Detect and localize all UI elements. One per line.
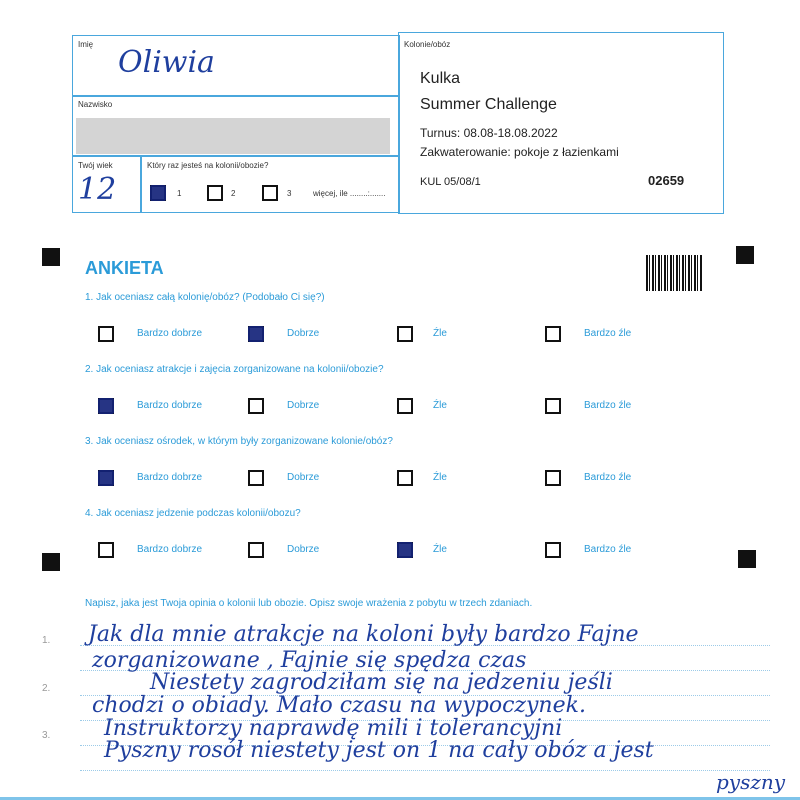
handwriting-line-7: pyszny (716, 770, 786, 794)
camp-code: KUL 05/08/1 (420, 176, 481, 188)
ktory-raz-label: Który raz jesteś na kolonii/obozie? (147, 161, 269, 170)
registration-marker-bl (42, 553, 60, 571)
question-1-option-2-checkbox[interactable] (248, 326, 264, 342)
wiek-value: 12 (78, 172, 117, 207)
handwriting-line-4: chodzi o obiady. Mało czasu na wypoczynek. (92, 693, 586, 718)
question-3-option-4-checkbox[interactable] (545, 470, 561, 486)
line-number-1: 1. (42, 635, 51, 646)
line-number-3: 3. (42, 730, 51, 741)
question-2-option-2-label: Dobrze (287, 400, 320, 411)
question-4-option-2-label: Dobrze (287, 544, 320, 555)
question-2-option-1-checkbox[interactable] (98, 398, 114, 414)
question-1-text: 1. Jak oceniasz całą kolonię/obóz? (Podobało Ci się?) (85, 292, 325, 303)
answer-line-3b (80, 770, 770, 771)
line-number-2: 2. (42, 683, 51, 694)
question-2-option-3-label: Źle (433, 400, 447, 411)
question-1-option-2-label: Dobrze (287, 328, 320, 339)
question-4-option-3-checkbox[interactable] (397, 542, 413, 558)
times-opt1-checkbox[interactable] (150, 185, 166, 201)
question-1-option-1-label: Bardzo dobrze (137, 328, 203, 339)
imie-label: Imię (78, 40, 94, 49)
question-2-option-4-label: Bardzo źle (584, 400, 632, 411)
barcode (646, 255, 702, 291)
handwriting-line-3: Niestety zagrodziłam się na jedzeniu jeśli (150, 670, 613, 695)
handwriting-line-5: Instruktorzy naprawdę mili i tolerancyjni (104, 716, 563, 741)
times-more-label: więcej, ile ........:....... (313, 189, 386, 198)
question-2-option-3-checkbox[interactable] (397, 398, 413, 414)
question-1-option-1-checkbox[interactable] (98, 326, 114, 342)
question-1-option-4-checkbox[interactable] (545, 326, 561, 342)
survey-title: ANKIETA (85, 258, 164, 278)
question-3-option-3-checkbox[interactable] (397, 470, 413, 486)
times-opt3-checkbox[interactable] (262, 185, 278, 201)
times-opt3-label: 3 (287, 189, 292, 198)
question-4-option-1-checkbox[interactable] (98, 542, 114, 558)
question-4-option-4-label: Bardzo źle (584, 544, 632, 555)
question-4-option-4-checkbox[interactable] (545, 542, 561, 558)
question-4-option-1-label: Bardzo dobrze (137, 544, 203, 555)
times-opt1-label: 1 (177, 189, 182, 198)
imie-value: Oliwia (118, 45, 215, 80)
nazwisko-label: Nazwisko (78, 100, 113, 109)
question-2-option-4-checkbox[interactable] (545, 398, 561, 414)
registration-marker-br (738, 550, 756, 568)
question-3-option-2-checkbox[interactable] (248, 470, 264, 486)
question-3-option-4-label: Bardzo źle (584, 472, 632, 483)
handwriting-line-1: Jak dla mnie atrakcje na koloni były bardzo Fajne (88, 622, 639, 647)
handwriting-line-2: zorganizowane , Fajnie się spędza czas (92, 648, 527, 673)
question-4-text: 4. Jak oceniasz jedzenie podczas kolonii/obozu? (85, 508, 301, 519)
question-3-option-3-label: Źle (433, 472, 447, 483)
registration-marker-tl (42, 248, 60, 266)
question-1-option-4-label: Bardzo źle (584, 328, 632, 339)
turnus: Turnus: 08.08-18.08.2022 (420, 126, 558, 140)
wiek-label: Twój wiek (78, 161, 113, 170)
question-2-option-2-checkbox[interactable] (248, 398, 264, 414)
question-3-option-2-label: Dobrze (287, 472, 320, 483)
form-number: 02659 (648, 173, 685, 188)
question-3-option-1-label: Bardzo dobrze (137, 472, 203, 483)
registration-marker-tr (736, 246, 754, 264)
redacted-surname (76, 118, 390, 154)
handwriting-line-6: Pyszny rosół niestety jest on 1 na cały obóz a jest (104, 738, 654, 763)
zakwaterowanie: Zakwaterowanie: pokoje z łazienkami (420, 145, 619, 159)
kolonia-label: Kolonie/obóz (404, 40, 451, 49)
question-4-option-2-checkbox[interactable] (248, 542, 264, 558)
question-1-option-3-label: Źle (433, 328, 447, 339)
times-opt2-checkbox[interactable] (207, 185, 223, 201)
question-2-text: 2. Jak oceniasz atrakcje i zajęcia zorganizowane na kolonii/obozie? (85, 364, 384, 375)
question-3-text: 3. Jak oceniasz ośrodek, w którym były zorganizowane kolonie/obóz? (85, 436, 393, 447)
question-3-option-1-checkbox[interactable] (98, 470, 114, 486)
camp-name-1: Kulka (420, 70, 461, 87)
question-4-option-3-label: Źle (433, 544, 447, 555)
question-1-option-3-checkbox[interactable] (397, 326, 413, 342)
camp-name-2: Summer Challenge (420, 96, 557, 113)
times-opt2-label: 2 (231, 189, 236, 198)
opinion-prompt: Napisz, jaka jest Twoja opinia o kolonii lub obozie. Opisz swoje wrażenia z pobytu w trzech zdaniach. (85, 598, 533, 609)
question-2-option-1-label: Bardzo dobrze (137, 400, 203, 411)
